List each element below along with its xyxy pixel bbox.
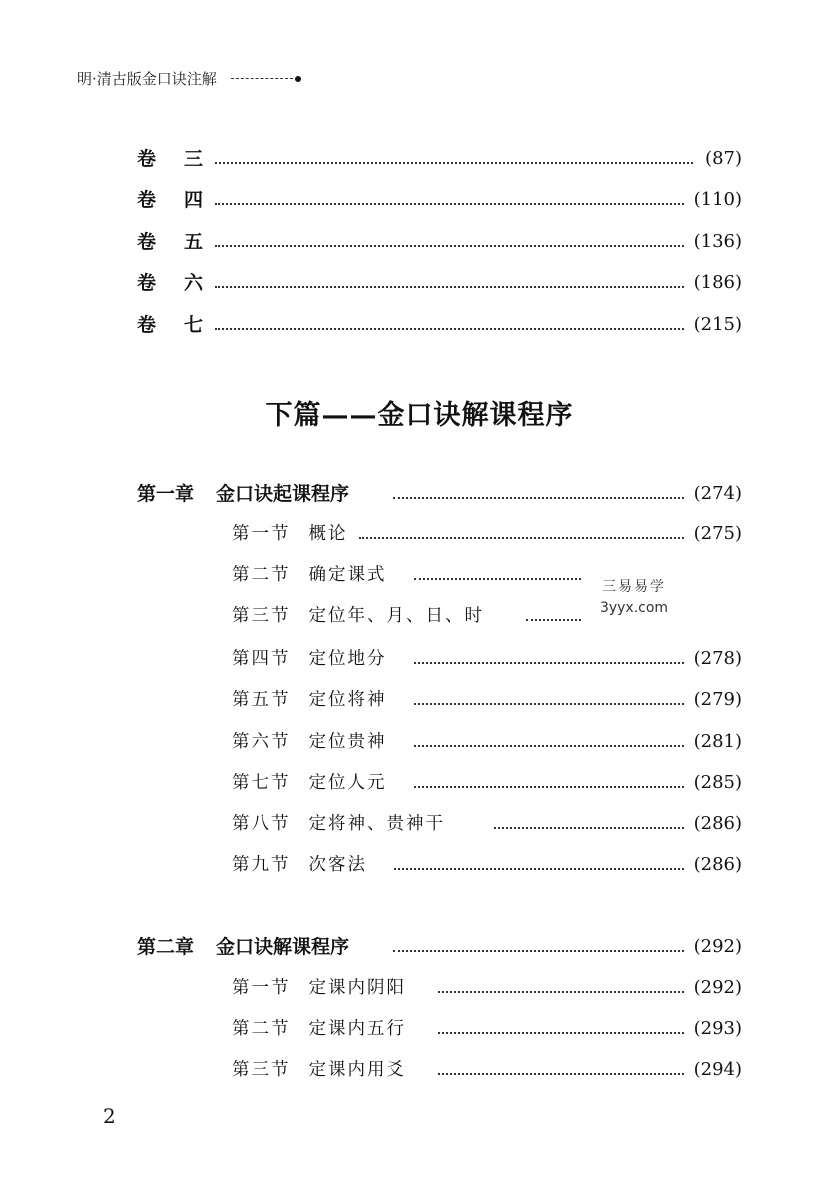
dot-leader <box>494 827 684 829</box>
toc-page-number: (275) <box>693 523 742 544</box>
toc-entry-section[interactable] <box>0 684 839 716</box>
toc-page-number: (292) <box>693 977 742 998</box>
toc-entry-label: 第二节 确定课式 <box>232 565 387 585</box>
dot-leader <box>438 991 684 993</box>
dot-leader <box>393 497 684 499</box>
toc-entry-label: 第五节 定位将神 <box>232 690 387 710</box>
toc-entry-label: 第九节 次客法 <box>232 855 367 875</box>
toc-entry-section[interactable] <box>0 849 839 881</box>
dot-leader <box>394 868 684 870</box>
toc-entry-label: 卷 四 <box>137 189 204 211</box>
dot-leader <box>438 1032 684 1034</box>
toc-entry-section[interactable] <box>0 808 839 840</box>
dot-leader <box>414 578 581 580</box>
toc-entry-label: 第三节 定课内用爻 <box>232 1060 406 1080</box>
toc-entry-label: 第一节 定课内阴阳 <box>232 978 406 998</box>
toc-entry-chapter-2[interactable] <box>0 931 839 963</box>
dot-leader <box>359 537 684 539</box>
toc-entry-section[interactable] <box>0 518 839 550</box>
dot-leader <box>215 286 684 288</box>
toc-entry-label: 第七节 定位人元 <box>232 773 387 793</box>
toc-entry-volume-3[interactable] <box>0 143 839 175</box>
running-head-rule <box>231 78 293 79</box>
running-head-title: 明·清古版金口诀注解 <box>77 70 217 88</box>
toc-page-number: (136) <box>693 231 742 252</box>
toc-page-number: (278) <box>693 648 742 669</box>
toc-page-number: (186) <box>693 272 742 293</box>
toc-entry-label: 卷 五 <box>137 231 204 253</box>
dot-leader <box>526 619 581 621</box>
toc-entry-volume-6[interactable] <box>0 267 839 299</box>
toc-page-number: (292) <box>693 936 742 957</box>
toc-entry-label: 第八节 定将神、贵神干 <box>232 814 445 834</box>
dot-leader <box>438 1073 684 1075</box>
toc-page-number: (274) <box>693 483 742 504</box>
toc-entry-label: 第四节 定位地分 <box>232 649 387 669</box>
toc-entry-label: 卷 六 <box>137 272 204 294</box>
toc-entry-section[interactable] <box>0 559 839 591</box>
watermark <box>582 570 686 628</box>
dot-leader <box>215 328 684 330</box>
toc-entry-volume-4[interactable] <box>0 184 839 216</box>
toc-entry-section[interactable] <box>0 1054 839 1086</box>
watermark-line-2: 3yyx.com <box>599 600 669 616</box>
toc-page-number: (110) <box>693 189 742 210</box>
toc-entry-label: 第六节 定位贵神 <box>232 732 387 752</box>
toc-entry-section[interactable] <box>0 600 839 632</box>
toc-page-number: (87) <box>705 148 742 169</box>
part-title: 下篇——金口诀解课程序 <box>265 400 574 431</box>
toc-page-number: (286) <box>693 854 742 875</box>
toc-page-number: (294) <box>693 1059 742 1080</box>
toc-page-number: (215) <box>693 314 742 335</box>
toc-entry-label: 第一节 概论 <box>232 524 348 544</box>
running-head <box>77 68 301 89</box>
dot-leader <box>215 245 684 247</box>
toc-page-number: (285) <box>693 772 742 793</box>
page-number: 2 <box>103 1104 116 1128</box>
toc-entry-section[interactable] <box>0 972 839 1004</box>
toc-page-number: (293) <box>693 1018 742 1039</box>
toc-entry-section[interactable] <box>0 1013 839 1045</box>
toc-entry-label: 第一章 金口诀起课程序 <box>137 483 350 505</box>
toc-entry-section[interactable] <box>0 726 839 758</box>
dot-leader <box>215 162 693 164</box>
toc-entry-volume-7[interactable] <box>0 309 839 341</box>
toc-page-number: (286) <box>693 813 742 834</box>
dot-leader <box>414 745 684 747</box>
dot-leader <box>215 203 684 205</box>
toc-entry-label: 第三节 定位年、月、日、时 <box>232 606 484 626</box>
toc-entry-section[interactable] <box>0 643 839 675</box>
running-head-dot <box>295 76 301 82</box>
dot-leader <box>414 662 684 664</box>
dot-leader <box>393 950 684 952</box>
toc-entry-label: 卷 三 <box>137 148 204 170</box>
dot-leader <box>414 786 684 788</box>
dot-leader <box>414 703 684 705</box>
toc-page-number: (281) <box>693 731 742 752</box>
toc-entry-volume-5[interactable] <box>0 226 839 258</box>
toc-entry-chapter-1[interactable] <box>0 478 839 510</box>
toc-entry-label: 第二节 定课内五行 <box>232 1019 406 1039</box>
watermark-line-1: 三易易学 <box>602 579 666 595</box>
toc-page-number: (279) <box>693 689 742 710</box>
toc-entry-label: 第二章 金口诀解课程序 <box>137 936 350 958</box>
toc-entry-section[interactable] <box>0 767 839 799</box>
toc-entry-label: 卷 七 <box>137 314 204 336</box>
